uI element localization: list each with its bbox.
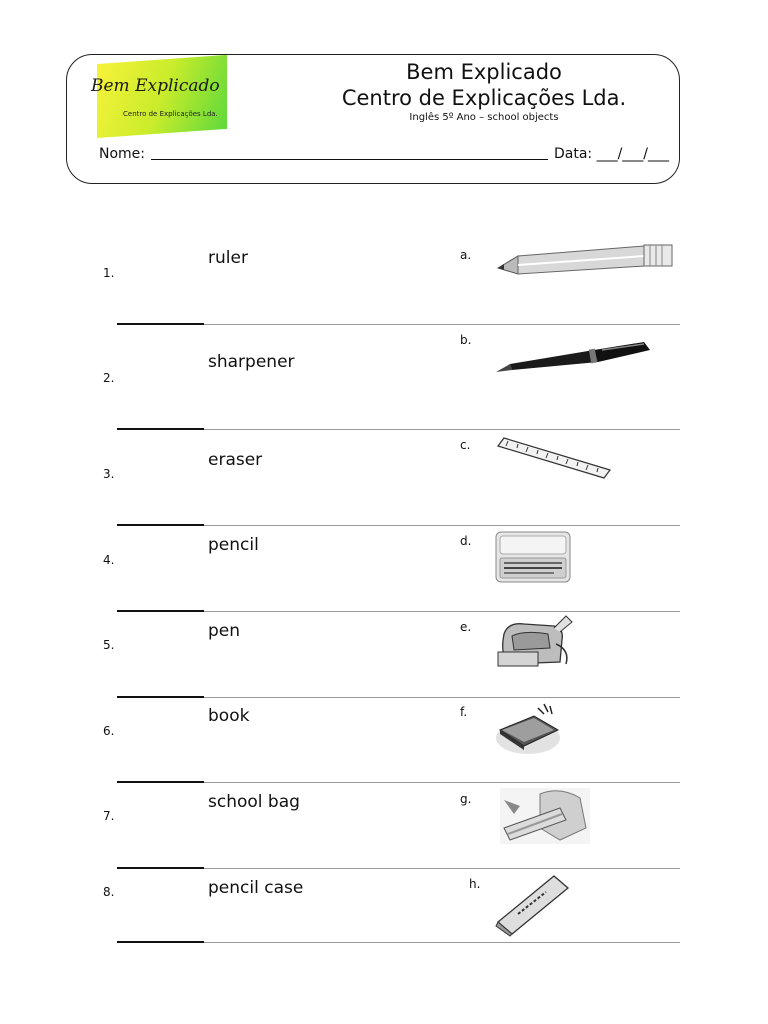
item-number: 5. <box>103 638 115 652</box>
row-separator <box>204 525 680 526</box>
answer-line[interactable] <box>117 610 204 612</box>
item-number: 2. <box>103 371 115 385</box>
name-date-row <box>99 145 669 162</box>
item-number: 6. <box>103 724 115 738</box>
picture-letter: h. <box>469 877 481 891</box>
item-word: book <box>208 706 250 726</box>
item-number: 8. <box>103 885 115 899</box>
pencil-case-icon <box>494 530 572 584</box>
logo-title: Bem Explicado <box>91 76 220 96</box>
school-bag-icon <box>494 614 576 670</box>
nome-label: Nome: <box>99 146 146 162</box>
logo-background <box>97 55 227 138</box>
answer-line[interactable] <box>117 867 204 869</box>
item-word: pencil <box>208 535 259 555</box>
data-label[interactable]: Data: ___/___/___ <box>553 146 669 162</box>
answer-line[interactable] <box>117 323 204 325</box>
row-separator <box>204 324 680 325</box>
row-separator <box>204 697 680 698</box>
header-title-line2: Centro de Explicações Lda. <box>341 86 627 110</box>
item-word: eraser <box>208 450 263 470</box>
pencil-icon <box>494 240 676 276</box>
sharpener-icon <box>500 788 590 844</box>
header-title-line1: Bem Explicado <box>406 60 562 84</box>
picture-letter: e. <box>460 620 472 634</box>
answer-line[interactable] <box>117 428 204 430</box>
row-separator <box>204 942 680 943</box>
answer-line[interactable] <box>117 941 204 943</box>
item-number: 7. <box>103 809 115 823</box>
item-word: ruler <box>208 248 248 268</box>
answer-line[interactable] <box>117 781 204 783</box>
logo-subtitle: Centro de Explicações Lda. <box>123 110 218 118</box>
picture-letter: b. <box>460 333 472 347</box>
picture-letter: c. <box>460 438 471 452</box>
item-word: pencil case <box>208 878 304 898</box>
item-number: 1. <box>103 266 115 280</box>
picture-letter: f. <box>460 705 468 719</box>
item-word: sharpener <box>208 352 295 372</box>
item-word: school bag <box>208 792 300 812</box>
answer-line[interactable] <box>117 524 204 526</box>
picture-letter: g. <box>460 792 472 806</box>
eraser-icon <box>494 872 572 938</box>
picture-letter: d. <box>460 534 472 548</box>
item-word: pen <box>208 621 241 641</box>
nome-field[interactable] <box>151 145 548 160</box>
logo <box>91 64 227 138</box>
pen-icon <box>494 340 656 376</box>
ruler-icon <box>494 436 614 480</box>
item-number: 4. <box>103 553 115 567</box>
row-separator <box>204 429 680 430</box>
header-subtitle: Inglês 5º Ano – school objects <box>409 112 559 123</box>
picture-letter: a. <box>460 248 472 262</box>
item-number: 3. <box>103 467 115 481</box>
row-separator <box>204 611 680 612</box>
answer-line[interactable] <box>117 696 204 698</box>
row-separator <box>204 868 680 869</box>
book-icon <box>494 700 564 756</box>
row-separator <box>204 782 680 783</box>
